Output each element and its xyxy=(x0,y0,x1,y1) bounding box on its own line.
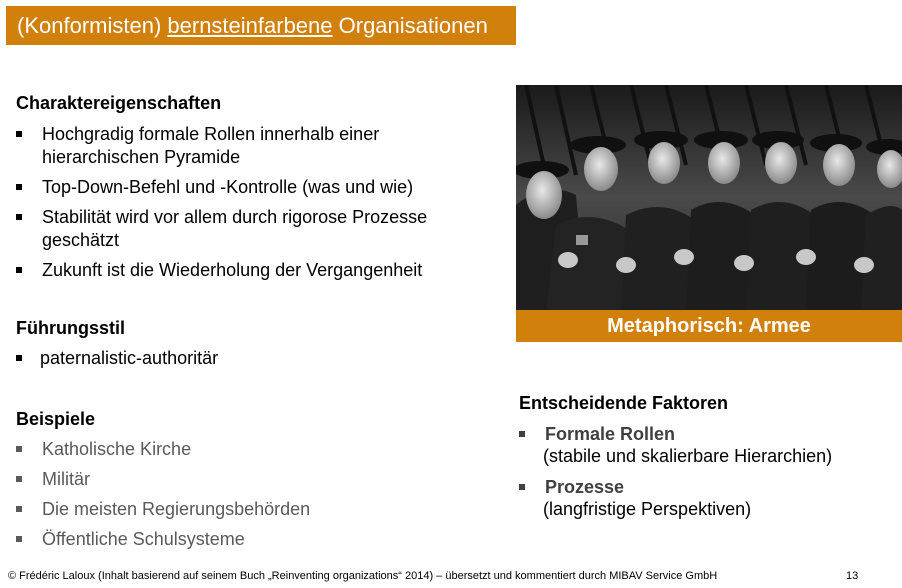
examples-heading: Beispiele xyxy=(16,409,96,429)
bullet-square-icon xyxy=(16,476,22,482)
factor-detail: (langfristige Perspektiven) xyxy=(543,499,752,519)
list-item: Top-Down-Befehl und -Kontrolle (was und wie) xyxy=(16,176,436,199)
metaphor-caption: Metaphorisch: Armee xyxy=(516,310,902,342)
list-item: paternalistic-authoritär xyxy=(16,347,436,370)
factor-item xyxy=(519,476,889,521)
factor-name: Formale Rollen xyxy=(545,424,676,444)
bullet-square-icon xyxy=(519,431,525,437)
list-item: Katholische Kirche xyxy=(16,438,436,461)
characteristics-heading: Charaktereigenschaften xyxy=(16,93,222,113)
title-suffix: Organisationen xyxy=(332,13,488,38)
factor-item xyxy=(519,423,889,468)
factors-heading: Entscheidende Faktoren xyxy=(519,393,729,413)
examples-list xyxy=(16,438,436,551)
factor-name: Prozesse xyxy=(545,477,625,497)
army-photo xyxy=(516,85,902,310)
slide-title xyxy=(6,6,516,45)
leadership-heading: Führungsstil xyxy=(16,318,125,338)
marching-soldiers-illustration xyxy=(516,85,902,310)
list-item: Die meisten Regierungsbehörden xyxy=(16,498,436,521)
leadership-list xyxy=(16,347,436,370)
footer-copyright: © Frédéric Laloux (Inhalt basierend auf seinem Buch „Reinventing organizations“ 2014) – übersetzt und kommentiert durch MIBAV Service GmbH xyxy=(8,570,718,582)
page-number: 13 xyxy=(846,570,859,582)
list-item: Stabilität wird vor allem durch rigorose Prozesse geschätzt xyxy=(16,206,436,252)
characteristics-list xyxy=(16,123,436,282)
list-item: Hochgradig formale Rollen innerhalb einer hierarchischen Pyramide xyxy=(16,123,436,169)
bullet-square-icon xyxy=(16,536,22,542)
factor-detail: (stabile und skalierbare Hierarchien) xyxy=(543,446,833,466)
bullet-square-icon xyxy=(16,355,22,361)
bullet-square-icon xyxy=(16,506,22,512)
bullet-square-icon xyxy=(16,446,22,452)
list-item: Militär xyxy=(16,468,436,491)
bullet-square-icon xyxy=(16,267,22,273)
list-item: Zukunft ist die Wiederholung der Vergangenheit xyxy=(16,259,436,282)
bullet-square-icon xyxy=(16,214,22,220)
title-underlined: bernsteinfarbene xyxy=(167,13,333,38)
bullet-square-icon xyxy=(519,484,525,490)
bullet-square-icon xyxy=(16,131,22,137)
title-prefix: (Konformisten) xyxy=(17,13,168,38)
list-item: Öffentliche Schulsysteme xyxy=(16,528,436,551)
bullet-square-icon xyxy=(16,184,22,190)
